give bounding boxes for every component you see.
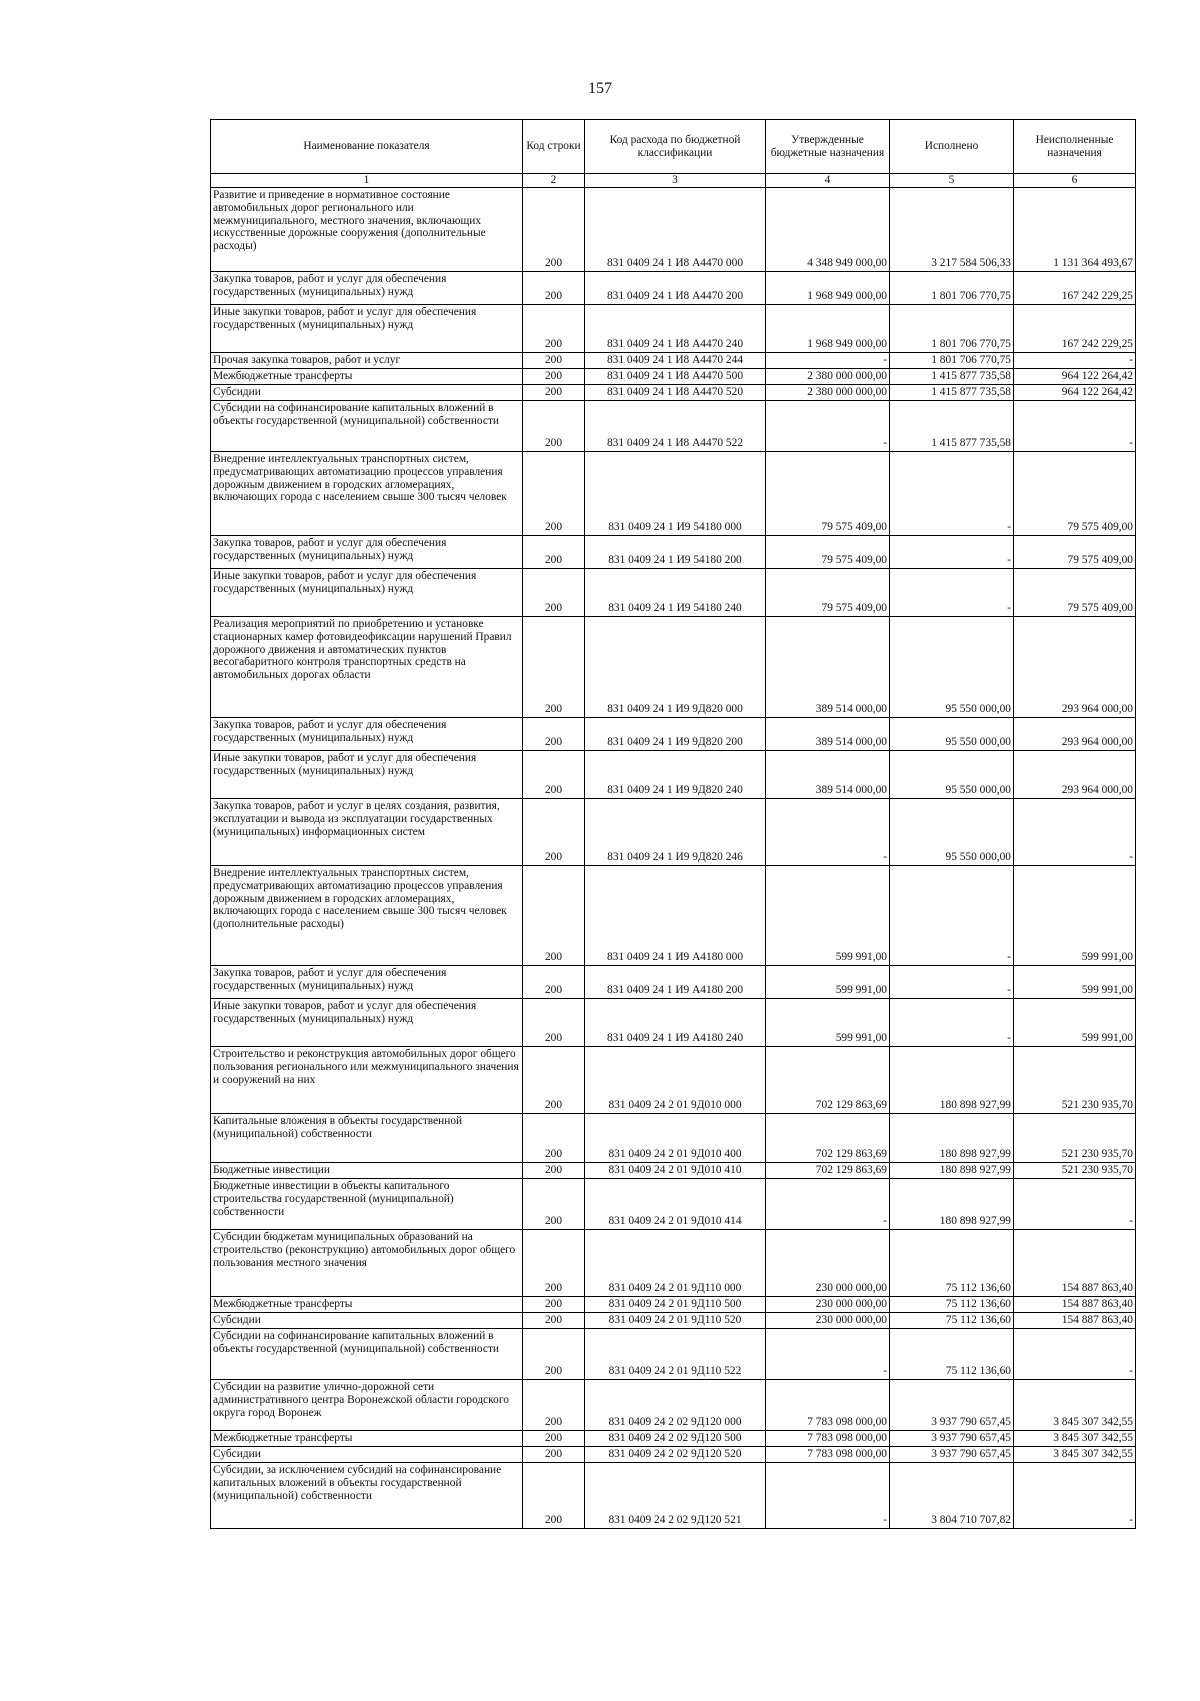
executed-amount-cell: 75 112 136,60 — [890, 1297, 1014, 1313]
approved-amount-cell: 230 000 000,00 — [766, 1313, 890, 1329]
classification-code-cell: 831 0409 24 1 И8 А4470 200 — [585, 272, 766, 305]
unexecuted-amount-cell: 154 887 863,40 — [1014, 1230, 1136, 1297]
line-code-cell: 200 — [523, 188, 585, 272]
classification-code-cell: 831 0409 24 1 И9 54180 000 — [585, 452, 766, 536]
classification-code-cell: 831 0409 24 1 И8 А4470 244 — [585, 353, 766, 369]
header-indicator-name: Наименование показателя — [211, 120, 523, 174]
approved-amount-cell: 7 783 098 000,00 — [766, 1380, 890, 1431]
approved-amount-cell: 389 514 000,00 — [766, 718, 890, 751]
unexecuted-amount-cell: 167 242 229,25 — [1014, 272, 1136, 305]
executed-amount-cell: - — [890, 536, 1014, 569]
approved-amount-cell: 4 348 949 000,00 — [766, 188, 890, 272]
line-code-cell: 200 — [523, 751, 585, 799]
table-row — [211, 569, 1136, 617]
approved-amount-cell: - — [766, 1179, 890, 1230]
indicator-name-cell: Межбюджетные трансферты — [211, 1297, 523, 1313]
unexecuted-amount-cell: 79 575 409,00 — [1014, 536, 1136, 569]
indicator-name-cell: Субсидии на софинансирование капитальных вложений в объекты государственной (муниципальной) собственности — [211, 1329, 523, 1380]
executed-amount-cell: 75 112 136,60 — [890, 1329, 1014, 1380]
classification-code-cell: 831 0409 24 2 02 9Д120 500 — [585, 1431, 766, 1447]
unexecuted-amount-cell: 1 131 364 493,67 — [1014, 188, 1136, 272]
approved-amount-cell: 599 991,00 — [766, 966, 890, 999]
classification-code-cell: 831 0409 24 1 И8 А4470 522 — [585, 401, 766, 452]
table-row — [211, 1114, 1136, 1163]
indicator-name-cell: Закупка товаров, работ и услуг для обеспечения государственных (муниципальных) нужд — [211, 272, 523, 305]
executed-amount-cell: 180 898 927,99 — [890, 1179, 1014, 1230]
table-row — [211, 1431, 1136, 1447]
line-code-cell: 200 — [523, 617, 585, 718]
classification-code-cell: 831 0409 24 1 И8 А4470 240 — [585, 305, 766, 353]
line-code-cell: 200 — [523, 1431, 585, 1447]
table-row — [211, 536, 1136, 569]
executed-amount-cell: 95 550 000,00 — [890, 751, 1014, 799]
classification-code-cell: 831 0409 24 1 И8 А4470 500 — [585, 369, 766, 385]
column-number: 5 — [890, 174, 1014, 188]
classification-code-cell: 831 0409 24 1 И9 9Д820 240 — [585, 751, 766, 799]
line-code-cell: 200 — [523, 369, 585, 385]
unexecuted-amount-cell: 3 845 307 342,55 — [1014, 1431, 1136, 1447]
indicator-name-cell: Прочая закупка товаров, работ и услуг — [211, 353, 523, 369]
approved-amount-cell: 389 514 000,00 — [766, 617, 890, 718]
table-row — [211, 452, 1136, 536]
indicator-name-cell: Закупка товаров, работ и услуг для обеспечения государственных (муниципальных) нужд — [211, 718, 523, 751]
indicator-name-cell: Реализация мероприятий по приобретению и установке стационарных камер фотовидеофиксации нарушений Правил дорожного движения и автоматических пунктов весогабаритного контроля транспортных средств на автомобильных дорогах области — [211, 617, 523, 718]
page-number: 157 — [588, 80, 612, 97]
unexecuted-amount-cell: 79 575 409,00 — [1014, 452, 1136, 536]
line-code-cell: 200 — [523, 401, 585, 452]
indicator-name-cell: Субсидии, за исключением субсидий на софинансирование капитальных вложений в объекты государственной (муниципальной) собственности — [211, 1463, 523, 1529]
unexecuted-amount-cell: 599 991,00 — [1014, 966, 1136, 999]
unexecuted-amount-cell: - — [1014, 1179, 1136, 1230]
line-code-cell: 200 — [523, 272, 585, 305]
approved-amount-cell: 2 380 000 000,00 — [766, 369, 890, 385]
approved-amount-cell: 702 129 863,69 — [766, 1163, 890, 1179]
line-code-cell: 200 — [523, 799, 585, 866]
header-approved: Утвержденные бюджетные назначения — [766, 120, 890, 174]
executed-amount-cell: 3 937 790 657,45 — [890, 1380, 1014, 1431]
classification-code-cell: 831 0409 24 2 02 9Д120 521 — [585, 1463, 766, 1529]
unexecuted-amount-cell: 293 964 000,00 — [1014, 751, 1136, 799]
executed-amount-cell: 1 801 706 770,75 — [890, 305, 1014, 353]
approved-amount-cell: 702 129 863,69 — [766, 1114, 890, 1163]
table-row — [211, 999, 1136, 1047]
line-code-cell: 200 — [523, 966, 585, 999]
table-row — [211, 966, 1136, 999]
indicator-name-cell: Развитие и приведение в нормативное состояние автомобильных дорог регионального или межмуниципального, местного значения, включающих искусственные дорожные сооружения (дополнительные расходы) — [211, 188, 523, 272]
unexecuted-amount-cell: 293 964 000,00 — [1014, 718, 1136, 751]
executed-amount-cell: - — [890, 569, 1014, 617]
classification-code-cell: 831 0409 24 2 01 9Д010 414 — [585, 1179, 766, 1230]
line-code-cell: 200 — [523, 353, 585, 369]
line-code-cell: 200 — [523, 1047, 585, 1114]
line-code-cell: 200 — [523, 385, 585, 401]
line-code-cell: 200 — [523, 1114, 585, 1163]
table-body — [211, 188, 1136, 1529]
table-row — [211, 1447, 1136, 1463]
indicator-name-cell: Капитальные вложения в объекты государственной (муниципальной) собственности — [211, 1114, 523, 1163]
approved-amount-cell: - — [766, 1329, 890, 1380]
table-header-row — [211, 120, 1136, 174]
line-code-cell: 200 — [523, 1463, 585, 1529]
table-row — [211, 401, 1136, 452]
unexecuted-amount-cell: - — [1014, 353, 1136, 369]
classification-code-cell: 831 0409 24 2 01 9Д110 520 — [585, 1313, 766, 1329]
table-row — [211, 1297, 1136, 1313]
table-row — [211, 1329, 1136, 1380]
classification-code-cell: 831 0409 24 1 И9 9Д820 200 — [585, 718, 766, 751]
executed-amount-cell: 3 804 710 707,82 — [890, 1463, 1014, 1529]
unexecuted-amount-cell: - — [1014, 1329, 1136, 1380]
line-code-cell: 200 — [523, 866, 585, 966]
table-row — [211, 617, 1136, 718]
indicator-name-cell: Строительство и реконструкция автомобильных дорог общего пользования регионального или межмуниципального значения и сооружений на них — [211, 1047, 523, 1114]
unexecuted-amount-cell: 521 230 935,70 — [1014, 1163, 1136, 1179]
approved-amount-cell: 79 575 409,00 — [766, 536, 890, 569]
table-row — [211, 1463, 1136, 1529]
indicator-name-cell: Иные закупки товаров, работ и услуг для обеспечения государственных (муниципальных) нужд — [211, 999, 523, 1047]
unexecuted-amount-cell: 3 845 307 342,55 — [1014, 1380, 1136, 1431]
unexecuted-amount-cell: 521 230 935,70 — [1014, 1047, 1136, 1114]
line-code-cell: 200 — [523, 1313, 585, 1329]
column-number: 2 — [523, 174, 585, 188]
table-row — [211, 188, 1136, 272]
classification-code-cell: 831 0409 24 1 И9 9Д820 246 — [585, 799, 766, 866]
table-row — [211, 369, 1136, 385]
classification-code-cell: 831 0409 24 1 И9 А4180 000 — [585, 866, 766, 966]
approved-amount-cell: 7 783 098 000,00 — [766, 1431, 890, 1447]
classification-code-cell: 831 0409 24 2 01 9Д110 522 — [585, 1329, 766, 1380]
approved-amount-cell: - — [766, 353, 890, 369]
executed-amount-cell: 3 937 790 657,45 — [890, 1431, 1014, 1447]
indicator-name-cell: Субсидии — [211, 385, 523, 401]
indicator-name-cell: Иные закупки товаров, работ и услуг для обеспечения государственных (муниципальных) нужд — [211, 751, 523, 799]
line-code-cell: 200 — [523, 1297, 585, 1313]
unexecuted-amount-cell: - — [1014, 401, 1136, 452]
unexecuted-amount-cell: 964 122 264,42 — [1014, 369, 1136, 385]
indicator-name-cell: Бюджетные инвестиции — [211, 1163, 523, 1179]
column-number-row — [211, 174, 1136, 188]
unexecuted-amount-cell: 3 845 307 342,55 — [1014, 1447, 1136, 1463]
column-number: 1 — [211, 174, 523, 188]
approved-amount-cell: 79 575 409,00 — [766, 569, 890, 617]
classification-code-cell: 831 0409 24 1 И8 А4470 520 — [585, 385, 766, 401]
executed-amount-cell: 75 112 136,60 — [890, 1230, 1014, 1297]
table-row — [211, 1230, 1136, 1297]
table-row — [211, 799, 1136, 866]
classification-code-cell: 831 0409 24 2 02 9Д120 000 — [585, 1380, 766, 1431]
indicator-name-cell: Межбюджетные трансферты — [211, 1431, 523, 1447]
table-row — [211, 272, 1136, 305]
approved-amount-cell: 599 991,00 — [766, 866, 890, 966]
header-classification-code: Код расхода по бюджетной классификации — [585, 120, 766, 174]
header-unexecuted: Неисполненные назначения — [1014, 120, 1136, 174]
unexecuted-amount-cell: 154 887 863,40 — [1014, 1297, 1136, 1313]
approved-amount-cell: - — [766, 799, 890, 866]
unexecuted-amount-cell: - — [1014, 799, 1136, 866]
executed-amount-cell: 1 415 877 735,58 — [890, 401, 1014, 452]
classification-code-cell: 831 0409 24 1 И9 9Д820 000 — [585, 617, 766, 718]
executed-amount-cell: - — [890, 999, 1014, 1047]
table-row — [211, 1380, 1136, 1431]
classification-code-cell: 831 0409 24 1 И9 А4180 200 — [585, 966, 766, 999]
unexecuted-amount-cell: 79 575 409,00 — [1014, 569, 1136, 617]
classification-code-cell: 831 0409 24 2 02 9Д120 520 — [585, 1447, 766, 1463]
indicator-name-cell: Иные закупки товаров, работ и услуг для обеспечения государственных (муниципальных) нужд — [211, 569, 523, 617]
line-code-cell: 200 — [523, 999, 585, 1047]
executed-amount-cell: - — [890, 866, 1014, 966]
executed-amount-cell: - — [890, 966, 1014, 999]
line-code-cell: 200 — [523, 305, 585, 353]
executed-amount-cell: 1 801 706 770,75 — [890, 353, 1014, 369]
unexecuted-amount-cell: 167 242 229,25 — [1014, 305, 1136, 353]
classification-code-cell: 831 0409 24 1 И8 А4470 000 — [585, 188, 766, 272]
approved-amount-cell: 1 968 949 000,00 — [766, 272, 890, 305]
indicator-name-cell: Субсидии на развитие улично-дорожной сети административного центра Воронежской области городского округа город Воронеж — [211, 1380, 523, 1431]
executed-amount-cell: 75 112 136,60 — [890, 1313, 1014, 1329]
column-number: 6 — [1014, 174, 1136, 188]
approved-amount-cell: 79 575 409,00 — [766, 452, 890, 536]
column-number: 4 — [766, 174, 890, 188]
approved-amount-cell: 230 000 000,00 — [766, 1230, 890, 1297]
indicator-name-cell: Субсидии бюджетам муниципальных образований на строительство (реконструкцию) автомобильных дорог общего пользования местного значения — [211, 1230, 523, 1297]
classification-code-cell: 831 0409 24 1 И9 54180 240 — [585, 569, 766, 617]
budget-execution-table — [210, 119, 1136, 1529]
executed-amount-cell: 95 550 000,00 — [890, 799, 1014, 866]
approved-amount-cell: 230 000 000,00 — [766, 1297, 890, 1313]
unexecuted-amount-cell: 521 230 935,70 — [1014, 1114, 1136, 1163]
approved-amount-cell: 599 991,00 — [766, 999, 890, 1047]
unexecuted-amount-cell: 599 991,00 — [1014, 999, 1136, 1047]
indicator-name-cell: Субсидии на софинансирование капитальных вложений в объекты государственной (муниципальной) собственности — [211, 401, 523, 452]
table-row — [211, 353, 1136, 369]
line-code-cell: 200 — [523, 1447, 585, 1463]
approved-amount-cell: 7 783 098 000,00 — [766, 1447, 890, 1463]
executed-amount-cell: 95 550 000,00 — [890, 718, 1014, 751]
approved-amount-cell: - — [766, 1463, 890, 1529]
executed-amount-cell: - — [890, 452, 1014, 536]
executed-amount-cell: 180 898 927,99 — [890, 1163, 1014, 1179]
unexecuted-amount-cell: 599 991,00 — [1014, 866, 1136, 966]
table-row — [211, 385, 1136, 401]
executed-amount-cell: 1 415 877 735,58 — [890, 385, 1014, 401]
approved-amount-cell: - — [766, 401, 890, 452]
classification-code-cell: 831 0409 24 2 01 9Д110 000 — [585, 1230, 766, 1297]
table-row — [211, 1163, 1136, 1179]
indicator-name-cell: Межбюджетные трансферты — [211, 369, 523, 385]
classification-code-cell: 831 0409 24 2 01 9Д010 410 — [585, 1163, 766, 1179]
executed-amount-cell: 95 550 000,00 — [890, 617, 1014, 718]
column-number: 3 — [585, 174, 766, 188]
executed-amount-cell: 3 937 790 657,45 — [890, 1447, 1014, 1463]
approved-amount-cell: 389 514 000,00 — [766, 751, 890, 799]
approved-amount-cell: 1 968 949 000,00 — [766, 305, 890, 353]
executed-amount-cell: 1 415 877 735,58 — [890, 369, 1014, 385]
table-row — [211, 751, 1136, 799]
indicator-name-cell: Внедрение интеллектуальных транспортных систем, предусматривающих автоматизацию процессов управления дорожным движением в городских агломерациях, включающих города с населением свыше 300 тысяч человек — [211, 452, 523, 536]
line-code-cell: 200 — [523, 1163, 585, 1179]
approved-amount-cell: 2 380 000 000,00 — [766, 385, 890, 401]
table-row — [211, 718, 1136, 751]
table-row — [211, 866, 1136, 966]
table-row — [211, 305, 1136, 353]
indicator-name-cell: Субсидии — [211, 1447, 523, 1463]
unexecuted-amount-cell: 964 122 264,42 — [1014, 385, 1136, 401]
line-code-cell: 200 — [523, 569, 585, 617]
classification-code-cell: 831 0409 24 2 01 9Д010 000 — [585, 1047, 766, 1114]
unexecuted-amount-cell: - — [1014, 1463, 1136, 1529]
line-code-cell: 200 — [523, 1179, 585, 1230]
executed-amount-cell: 1 801 706 770,75 — [890, 272, 1014, 305]
classification-code-cell: 831 0409 24 2 01 9Д110 500 — [585, 1297, 766, 1313]
line-code-cell: 200 — [523, 1230, 585, 1297]
table-row — [211, 1179, 1136, 1230]
indicator-name-cell: Закупка товаров, работ и услуг в целях создания, развития, эксплуатации и вывода из эксплуатации государственных (муниципальных) информационных систем — [211, 799, 523, 866]
table-row — [211, 1047, 1136, 1114]
indicator-name-cell: Иные закупки товаров, работ и услуг для обеспечения государственных (муниципальных) нужд — [211, 305, 523, 353]
unexecuted-amount-cell: 154 887 863,40 — [1014, 1313, 1136, 1329]
executed-amount-cell: 180 898 927,99 — [890, 1114, 1014, 1163]
approved-amount-cell: 702 129 863,69 — [766, 1047, 890, 1114]
executed-amount-cell: 3 217 584 506,33 — [890, 188, 1014, 272]
classification-code-cell: 831 0409 24 2 01 9Д010 400 — [585, 1114, 766, 1163]
executed-amount-cell: 180 898 927,99 — [890, 1047, 1014, 1114]
line-code-cell: 200 — [523, 452, 585, 536]
table-row — [211, 1313, 1136, 1329]
unexecuted-amount-cell: 293 964 000,00 — [1014, 617, 1136, 718]
indicator-name-cell: Закупка товаров, работ и услуг для обеспечения государственных (муниципальных) нужд — [211, 966, 523, 999]
header-line-code: Код строки — [523, 120, 585, 174]
indicator-name-cell: Внедрение интеллектуальных транспортных систем, предусматривающих автоматизацию процессов управления дорожным движением в городских агломерациях, включающих города с населением свыше 300 тысяч человек (дополнительные расходы) — [211, 866, 523, 966]
indicator-name-cell: Субсидии — [211, 1313, 523, 1329]
indicator-name-cell: Бюджетные инвестиции в объекты капитального строительства государственной (муниципальной) собственности — [211, 1179, 523, 1230]
header-executed: Исполнено — [890, 120, 1014, 174]
line-code-cell: 200 — [523, 1329, 585, 1380]
line-code-cell: 200 — [523, 536, 585, 569]
classification-code-cell: 831 0409 24 1 И9 54180 200 — [585, 536, 766, 569]
classification-code-cell: 831 0409 24 1 И9 А4180 240 — [585, 999, 766, 1047]
indicator-name-cell: Закупка товаров, работ и услуг для обеспечения государственных (муниципальных) нужд — [211, 536, 523, 569]
line-code-cell: 200 — [523, 718, 585, 751]
line-code-cell: 200 — [523, 1380, 585, 1431]
